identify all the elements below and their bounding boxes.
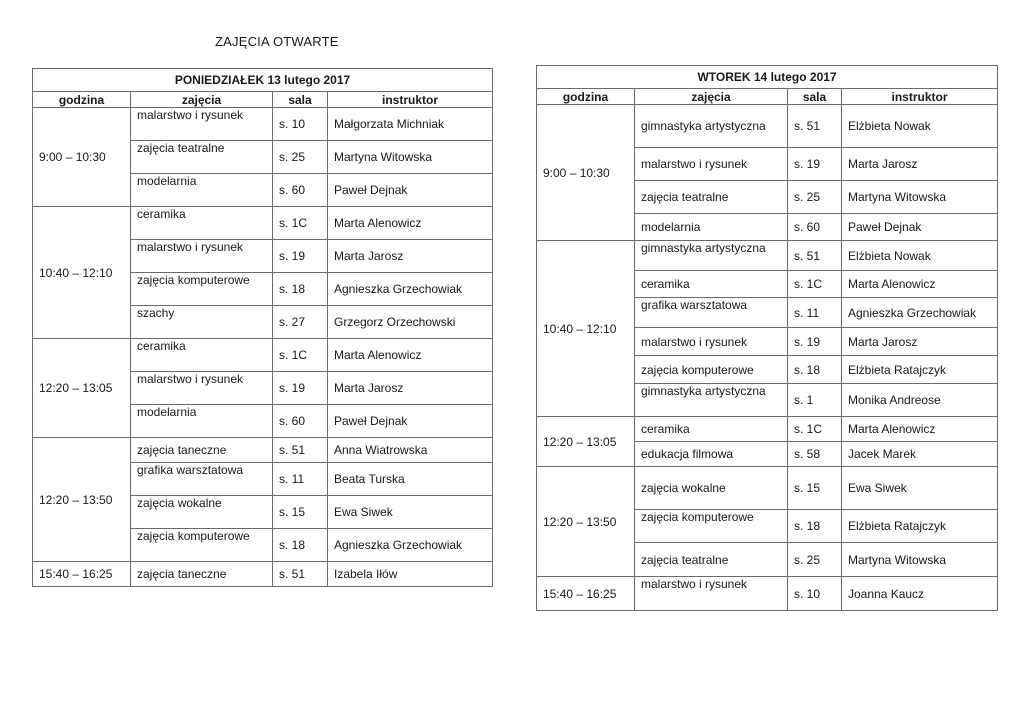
room-cell: s. 19 <box>788 328 842 356</box>
room-cell: s. 60 <box>273 174 328 207</box>
room-cell: s. 15 <box>273 496 328 529</box>
instructor-cell: Jacek Marek <box>842 442 998 467</box>
activity-cell: malarstwo i rysunek <box>635 328 788 356</box>
instructor-cell: Marta Jarosz <box>328 240 493 273</box>
instructor-cell: Agnieszka Grzechowiak <box>328 529 493 562</box>
room-cell: s. 1 <box>788 384 842 417</box>
column-header-activity: zajęcia <box>131 92 273 108</box>
activity-cell: ceramika <box>131 339 273 372</box>
time-slot-cell: 9:00 – 10:30 <box>33 108 131 207</box>
room-cell: s. 18 <box>273 529 328 562</box>
activity-cell: modelarnia <box>635 214 788 241</box>
time-slot-cell: 15:40 – 16:25 <box>537 577 635 611</box>
room-cell: s. 1C <box>273 207 328 240</box>
room-cell: s. 11 <box>273 463 328 496</box>
day-header: PONIEDZIAŁEK 13 lutego 2017 <box>33 69 493 92</box>
activity-cell: ceramika <box>635 417 788 442</box>
activity-cell: modelarnia <box>131 405 273 438</box>
room-cell: s. 18 <box>788 510 842 543</box>
activity-cell: zajęcia wokalne <box>635 467 788 510</box>
time-slot-cell: 12:20 – 13:05 <box>33 339 131 438</box>
schedule-table-tuesday <box>536 65 998 611</box>
room-cell: s. 1C <box>273 339 328 372</box>
instructor-cell: Anna Wiatrowska <box>328 438 493 463</box>
document-title: ZAJĘCIA OTWARTE <box>215 34 339 49</box>
instructor-cell: Marta Alenowicz <box>328 207 493 240</box>
column-header-room: sala <box>788 89 842 105</box>
table-row <box>537 105 998 148</box>
activity-cell: malarstwo i rysunek <box>635 577 788 611</box>
activity-cell: modelarnia <box>131 174 273 207</box>
room-cell: s. 51 <box>273 438 328 463</box>
instructor-cell: Marta Alenowicz <box>842 271 998 298</box>
activity-cell: malarstwo i rysunek <box>635 148 788 181</box>
activity-cell: zajęcia komputerowe <box>635 356 788 384</box>
room-cell: s. 51 <box>788 105 842 148</box>
instructor-cell: Joanna Kaucz <box>842 577 998 611</box>
room-cell: s. 10 <box>273 108 328 141</box>
activity-cell: gimnastyka artystyczna <box>635 384 788 417</box>
time-slot-cell: 12:20 – 13:50 <box>33 438 131 562</box>
room-cell: s. 58 <box>788 442 842 467</box>
activity-cell: gimnastyka artystyczna <box>635 241 788 271</box>
instructor-cell: Martyna Witowska <box>328 141 493 174</box>
room-cell: s. 18 <box>788 356 842 384</box>
room-cell: s. 51 <box>788 241 842 271</box>
activity-cell: zajęcia teatralne <box>635 543 788 577</box>
instructor-cell: Elżbieta Ratajczyk <box>842 510 998 543</box>
instructor-cell: Małgorzata Michniak <box>328 108 493 141</box>
instructor-cell: Izabela Iłów <box>328 562 493 587</box>
schedule-table-monday <box>32 68 493 587</box>
instructor-cell: Marta Jarosz <box>842 148 998 181</box>
time-slot-cell: 10:40 – 12:10 <box>537 241 635 417</box>
activity-cell: zajęcia teatralne <box>635 181 788 214</box>
instructor-cell: Marta Alenowicz <box>328 339 493 372</box>
activity-cell: zajęcia komputerowe <box>635 510 788 543</box>
time-slot-cell: 9:00 – 10:30 <box>537 105 635 241</box>
activity-cell: zajęcia taneczne <box>131 562 273 587</box>
table-row <box>33 108 493 141</box>
room-cell: s. 15 <box>788 467 842 510</box>
instructor-cell: Martyna Witowska <box>842 543 998 577</box>
table-row <box>537 241 998 271</box>
instructor-cell: Agnieszka Grzechowiak <box>328 273 493 306</box>
time-slot-cell: 12:20 – 13:05 <box>537 417 635 467</box>
activity-cell: szachy <box>131 306 273 339</box>
activity-cell: ceramika <box>131 207 273 240</box>
room-cell: s. 10 <box>788 577 842 611</box>
instructor-cell: Marta Jarosz <box>328 372 493 405</box>
day-header: WTOREK 14 lutego 2017 <box>537 66 998 89</box>
schedule-body <box>537 105 998 611</box>
room-cell: s. 18 <box>273 273 328 306</box>
room-cell: s. 19 <box>273 240 328 273</box>
column-header-room: sala <box>273 92 328 108</box>
room-cell: s. 25 <box>788 181 842 214</box>
table-row <box>33 438 493 463</box>
instructor-cell: Ewa Siwek <box>328 496 493 529</box>
instructor-cell: Monika Andreose <box>842 384 998 417</box>
activity-cell: zajęcia teatralne <box>131 141 273 174</box>
column-header-time: godzina <box>537 89 635 105</box>
table-row <box>33 207 493 240</box>
activity-cell: zajęcia wokalne <box>131 496 273 529</box>
activity-cell: malarstwo i rysunek <box>131 108 273 141</box>
column-header-instructor: instruktor <box>842 89 998 105</box>
instructor-cell: Paweł Dejnak <box>842 214 998 241</box>
room-cell: s. 25 <box>788 543 842 577</box>
instructor-cell: Agnieszka Grzechowiak <box>842 298 998 328</box>
activity-cell: grafika warsztatowa <box>635 298 788 328</box>
room-cell: s. 51 <box>273 562 328 587</box>
room-cell: s. 19 <box>788 148 842 181</box>
activity-cell: grafika warsztatowa <box>131 463 273 496</box>
instructor-cell: Ewa Siwek <box>842 467 998 510</box>
instructor-cell: Elżbieta Nowak <box>842 105 998 148</box>
room-cell: s. 1C <box>788 417 842 442</box>
activity-cell: zajęcia komputerowe <box>131 273 273 306</box>
instructor-cell: Grzegorz Orzechowski <box>328 306 493 339</box>
room-cell: s. 19 <box>273 372 328 405</box>
activity-cell: malarstwo i rysunek <box>131 372 273 405</box>
column-header-activity: zajęcia <box>635 89 788 105</box>
time-slot-cell: 15:40 – 16:25 <box>33 562 131 587</box>
time-slot-cell: 12:20 – 13:50 <box>537 467 635 577</box>
table-row <box>537 467 998 510</box>
table-row <box>33 339 493 372</box>
table-row <box>33 562 493 587</box>
instructor-cell: Paweł Dejnak <box>328 174 493 207</box>
schedule-body <box>33 108 493 587</box>
time-slot-cell: 10:40 – 12:10 <box>33 207 131 339</box>
room-cell: s. 1C <box>788 271 842 298</box>
activity-cell: gimnastyka artystyczna <box>635 105 788 148</box>
table-row <box>537 417 998 442</box>
instructor-cell: Marta Jarosz <box>842 328 998 356</box>
instructor-cell: Beata Turska <box>328 463 493 496</box>
instructor-cell: Marta Alenowicz <box>842 417 998 442</box>
room-cell: s. 25 <box>273 141 328 174</box>
room-cell: s. 11 <box>788 298 842 328</box>
table-row <box>537 577 998 611</box>
room-cell: s. 60 <box>788 214 842 241</box>
room-cell: s. 60 <box>273 405 328 438</box>
activity-cell: zajęcia taneczne <box>131 438 273 463</box>
activity-cell: malarstwo i rysunek <box>131 240 273 273</box>
instructor-cell: Elżbieta Nowak <box>842 241 998 271</box>
activity-cell: edukacja filmowa <box>635 442 788 467</box>
activity-cell: ceramika <box>635 271 788 298</box>
instructor-cell: Martyna Witowska <box>842 181 998 214</box>
room-cell: s. 27 <box>273 306 328 339</box>
instructor-cell: Paweł Dejnak <box>328 405 493 438</box>
activity-cell: zajęcia komputerowe <box>131 529 273 562</box>
instructor-cell: Elżbieta Ratajczyk <box>842 356 998 384</box>
column-header-time: godzina <box>33 92 131 108</box>
column-header-instructor: instruktor <box>328 92 493 108</box>
